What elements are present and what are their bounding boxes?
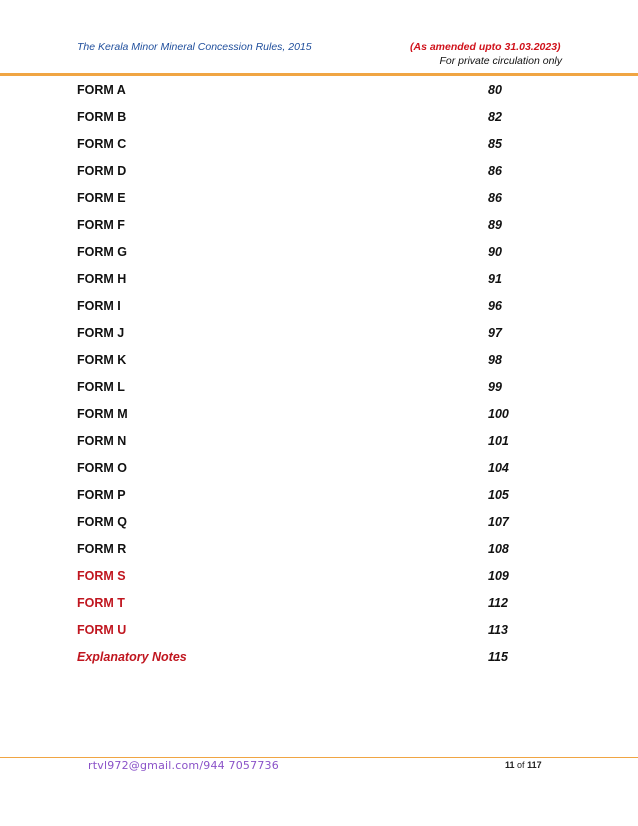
current-page-number: 11: [505, 760, 515, 770]
toc-label: FORM H: [77, 272, 127, 286]
toc-label: FORM L: [77, 380, 125, 394]
toc-label: FORM N: [77, 434, 127, 448]
toc-page-number: 91: [488, 272, 502, 286]
document-title: The Kerala Minor Mineral Concession Rules, 2015: [77, 41, 312, 53]
toc-row-form-m[interactable]: [77, 402, 527, 429]
toc-row-form-j[interactable]: [77, 321, 527, 348]
toc-label: FORM I: [77, 299, 121, 313]
toc-row-form-f[interactable]: [77, 213, 527, 240]
toc-row-form-e[interactable]: [77, 186, 527, 213]
toc-page-number: 85: [488, 137, 502, 151]
toc-label: FORM B: [77, 110, 127, 124]
toc-page-number: 101: [488, 434, 509, 448]
header-divider: [0, 73, 638, 76]
toc-row-form-d[interactable]: [77, 159, 527, 186]
toc-label: FORM O: [77, 461, 127, 475]
toc-label: FORM Q: [77, 515, 127, 529]
toc-page-number: 86: [488, 191, 502, 205]
toc-page-number: 113: [488, 623, 508, 637]
toc-label: FORM E: [77, 191, 126, 205]
toc-row-form-q[interactable]: [77, 510, 527, 537]
circulation-note: For private circulation only: [439, 55, 562, 67]
toc-label: FORM A: [77, 83, 126, 97]
toc-page-number: 104: [488, 461, 509, 475]
toc-page-number: 112: [488, 596, 508, 610]
toc-row-form-p[interactable]: [77, 483, 527, 510]
amendment-note: (As amended upto 31.03.2023): [410, 41, 561, 53]
page-counter: [505, 760, 542, 770]
total-page-count: 117: [527, 760, 542, 770]
toc-label: FORM G: [77, 245, 127, 259]
toc-row-form-n[interactable]: [77, 429, 527, 456]
toc-label: FORM K: [77, 353, 127, 367]
toc-page-number: 96: [488, 299, 502, 313]
toc-row-form-a[interactable]: [77, 78, 527, 105]
toc-row-form-b[interactable]: [77, 105, 527, 132]
toc-page-number: 80: [488, 83, 502, 97]
toc-label: FORM T: [77, 596, 125, 610]
table-of-contents: [77, 78, 527, 672]
toc-page-number: 108: [488, 542, 509, 556]
toc-row-form-u[interactable]: [77, 618, 527, 645]
toc-label: FORM C: [77, 137, 127, 151]
toc-label: FORM S: [77, 569, 126, 583]
toc-label: FORM D: [77, 164, 127, 178]
footer-divider: [0, 757, 638, 758]
toc-page-number: 97: [488, 326, 502, 340]
toc-row-form-c[interactable]: [77, 132, 527, 159]
toc-page-number: 99: [488, 380, 502, 394]
toc-row-form-l[interactable]: [77, 375, 527, 402]
toc-label: FORM M: [77, 407, 128, 421]
toc-row-form-s[interactable]: [77, 564, 527, 591]
toc-page-number: 89: [488, 218, 502, 232]
toc-row-form-r[interactable]: [77, 537, 527, 564]
toc-page-number: 98: [488, 353, 502, 367]
toc-row-form-h[interactable]: [77, 267, 527, 294]
toc-page-number: 90: [488, 245, 502, 259]
toc-label: FORM U: [77, 623, 127, 637]
page-of-label: of: [517, 760, 525, 770]
toc-page-number: 105: [488, 488, 509, 502]
toc-row-form-k[interactable]: [77, 348, 527, 375]
toc-row-explanatory-notes[interactable]: [77, 645, 527, 672]
toc-row-form-g[interactable]: [77, 240, 527, 267]
toc-page-number: 82: [488, 110, 502, 124]
toc-page-number: 115: [488, 650, 508, 664]
toc-label: FORM F: [77, 218, 125, 232]
toc-label: FORM R: [77, 542, 127, 556]
toc-row-form-i[interactable]: [77, 294, 527, 321]
toc-page-number: 107: [488, 515, 509, 529]
toc-row-form-o[interactable]: [77, 456, 527, 483]
toc-row-form-t[interactable]: [77, 591, 527, 618]
footer-contact: rtvl972@gmail.com/944 7057736: [88, 759, 279, 772]
toc-page-number: 86: [488, 164, 502, 178]
toc-page-number: 109: [488, 569, 509, 583]
toc-label: FORM J: [77, 326, 125, 340]
toc-label: FORM P: [77, 488, 126, 502]
toc-page-number: 100: [488, 407, 509, 421]
toc-label: Explanatory Notes: [77, 650, 187, 664]
